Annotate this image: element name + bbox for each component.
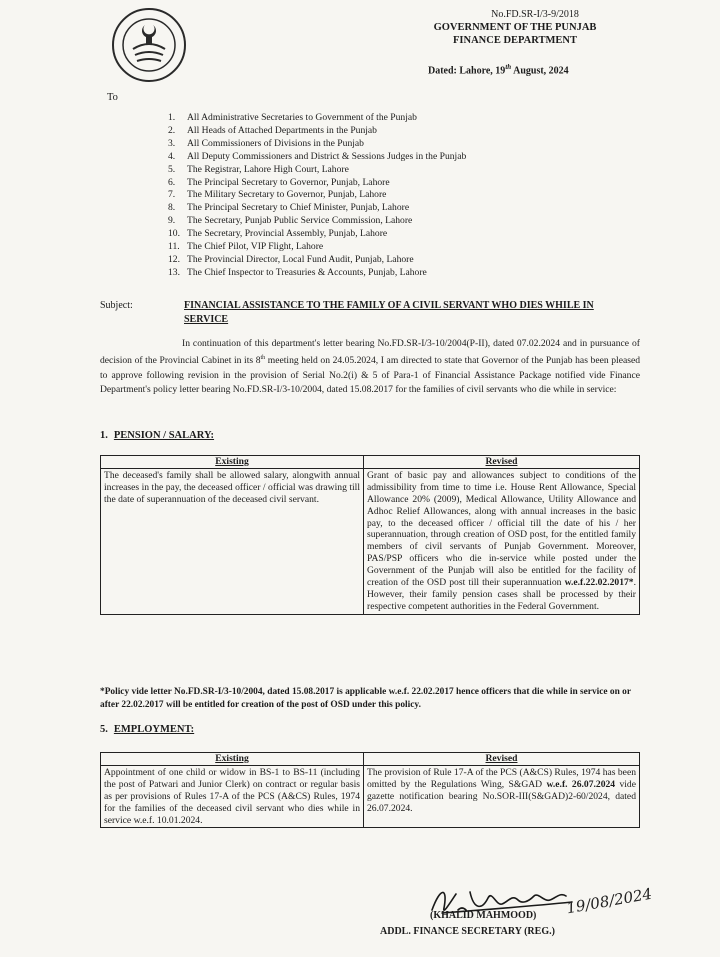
list-item: 4. All Deputy Commissioners and District & Sessions Judges in the Punjab — [168, 150, 467, 162]
list-item: 11. The Chief Pilot, VIP Flight, Lahore — [168, 241, 324, 253]
list-item: 8. The Principal Secretary to Chief Minister, Punjab, Lahore — [168, 202, 410, 214]
punjab-government-seal — [112, 8, 186, 82]
to-label: To — [107, 92, 118, 103]
list-item: 10. The Secretary, Provincial Assembly, Punjab, Lahore — [168, 228, 388, 240]
dept-name: FINANCE DEPARTMENT — [453, 35, 577, 46]
table-header-row — [101, 456, 640, 469]
list-item: 1. All Administrative Secretaries to Government of the Punjab — [168, 112, 417, 123]
letterhead — [405, 8, 625, 47]
recipient-list — [168, 112, 466, 280]
revised-cell: The provision of Rule 17-A of the PCS (A&CS) Rules, 1974 has been omitted by the Regulations Wing, S&GAD w.e.f. 26.07.2024 vide gazette notification bearing No.SOR-III(S&GAD)2-60/2024, dated 26.07.2024. — [364, 765, 640, 828]
col-revised: Revised — [364, 753, 640, 766]
employment-comparison-table — [100, 752, 640, 828]
signatory-name: (KHALID MAHMOOD) — [430, 910, 537, 921]
seal-emblem-icon — [119, 15, 179, 75]
pension-comparison-table — [100, 455, 640, 615]
letter-date — [428, 63, 569, 76]
subject-text: FINANCIAL ASSISTANCE TO THE FAMILY OF A CIVIL SERVANT WHO DIES WHILE IN SERVICE — [184, 300, 594, 325]
policy-footnote: *Policy vide letter No.FD.SR-I/3-10/2004, dated 15.08.2017 is applicable w.e.f. 22.02.2017 hence officers that die while in service on or after 22.02.2017 will be entitled for creation of the post of OSD under this policy. — [100, 687, 631, 710]
list-item: 3. All Commissioners of Divisions in the Punjab — [168, 137, 364, 149]
list-item: 12. The Provincial Director, Local Fund Audit, Punjab, Lahore — [168, 253, 414, 265]
date-month-year: August, 2024 — [511, 65, 569, 77]
section-heading-employment: 5. EMPLOYMENT: — [100, 724, 195, 735]
list-item: 13. The Chief Inspector to Treasuries & Accounts, Punjab, Lahore — [168, 266, 427, 278]
subject-label: Subject: — [100, 300, 133, 311]
table-row — [101, 468, 640, 614]
list-item: 7. The Military Secretary to Governor, Punjab, Lahore — [168, 189, 387, 201]
table-row — [101, 765, 640, 828]
date-prefix: Dated: Lahore, 19 — [428, 65, 506, 77]
col-revised: Revised — [364, 456, 640, 469]
list-item: 2. All Heads of Attached Departments in the Punjab — [168, 124, 377, 136]
col-existing: Existing — [101, 456, 364, 469]
table-header-row — [101, 753, 640, 766]
signature-date: 19/08/2024 — [565, 884, 654, 918]
list-item: 9. The Secretary, Punjab Public Service Commission, Lahore — [168, 215, 413, 227]
letter-reference: No.FD.SR-I/3-9/2018 — [491, 9, 579, 20]
org-name: GOVERNMENT OF THE PUNJAB — [433, 22, 597, 33]
signatory-title: ADDL. FINANCE SECRETARY (REG.) — [380, 926, 555, 937]
date-suffix-sup: th — [505, 63, 512, 71]
revised-cell: Grant of basic pay and allowances subject to conditions of the admissibility from time to time i.e. House Rent Allowance, Special Allowance 20% (2009), Medical Allowance, Utility Allowance and Adhoc Relief Allowances, along with annual increases in the basic pay, to the deceased officer / official till the date of his / her superannuation, through creation of OSD post, for the entitled family members of civil servants of Punjab Government. Moreover, PAS/PSP officers who die in-service while posted under the Government of the Punjab will also be entitled for the facility of creation of the OSD post till their superannuation w.e.f.22.02.2017*. However, their family pension cases shall be processed by their respective competent authorities in the Federal Government. — [364, 468, 640, 614]
list-item: 5. The Registrar, Lahore High Court, Lahore — [168, 163, 349, 175]
existing-cell: Appointment of one child or widow in BS-1 to BS-11 (including the post of Patwari and Junior Clerk) on contract or regular basis as per provisions of Rules 17-A of the PCS (A&CS) Rules, 1974 for the families of the deceased civil servant who dies while in service w.e.f. 10.01.2024. — [101, 765, 364, 828]
body-paragraph: In continuation of this department's letter bearing No.FD.SR-I/3-10/2004(P-II), dated 07.02.2024 and in pursuance of decision of the Provincial Cabinet in its 8th meeting held on 24.05.2024, I am directed to state that Governor of the Punjab has been pleased to approve following revision in the provision of Serial No.2(i) & 5 of Para-1 of Financial Assistance Package notified vide Finance Department's policy letter bearing No.FD.SR-I/3-10/2004, dated 15.08.2017 for the families of civil servants who die while in service: — [100, 338, 641, 395]
existing-cell: The deceased's family shall be allowed salary, alongwith annual increases in the pay, the deceased officer / official was drawing till the date of superannuation of the deceased civil servant. — [101, 468, 364, 614]
list-item: 6. The Principal Secretary to Governor, Punjab, Lahore — [168, 176, 390, 188]
section-heading-pension: 1. PENSION / SALARY: — [100, 430, 215, 441]
col-existing: Existing — [101, 753, 364, 766]
